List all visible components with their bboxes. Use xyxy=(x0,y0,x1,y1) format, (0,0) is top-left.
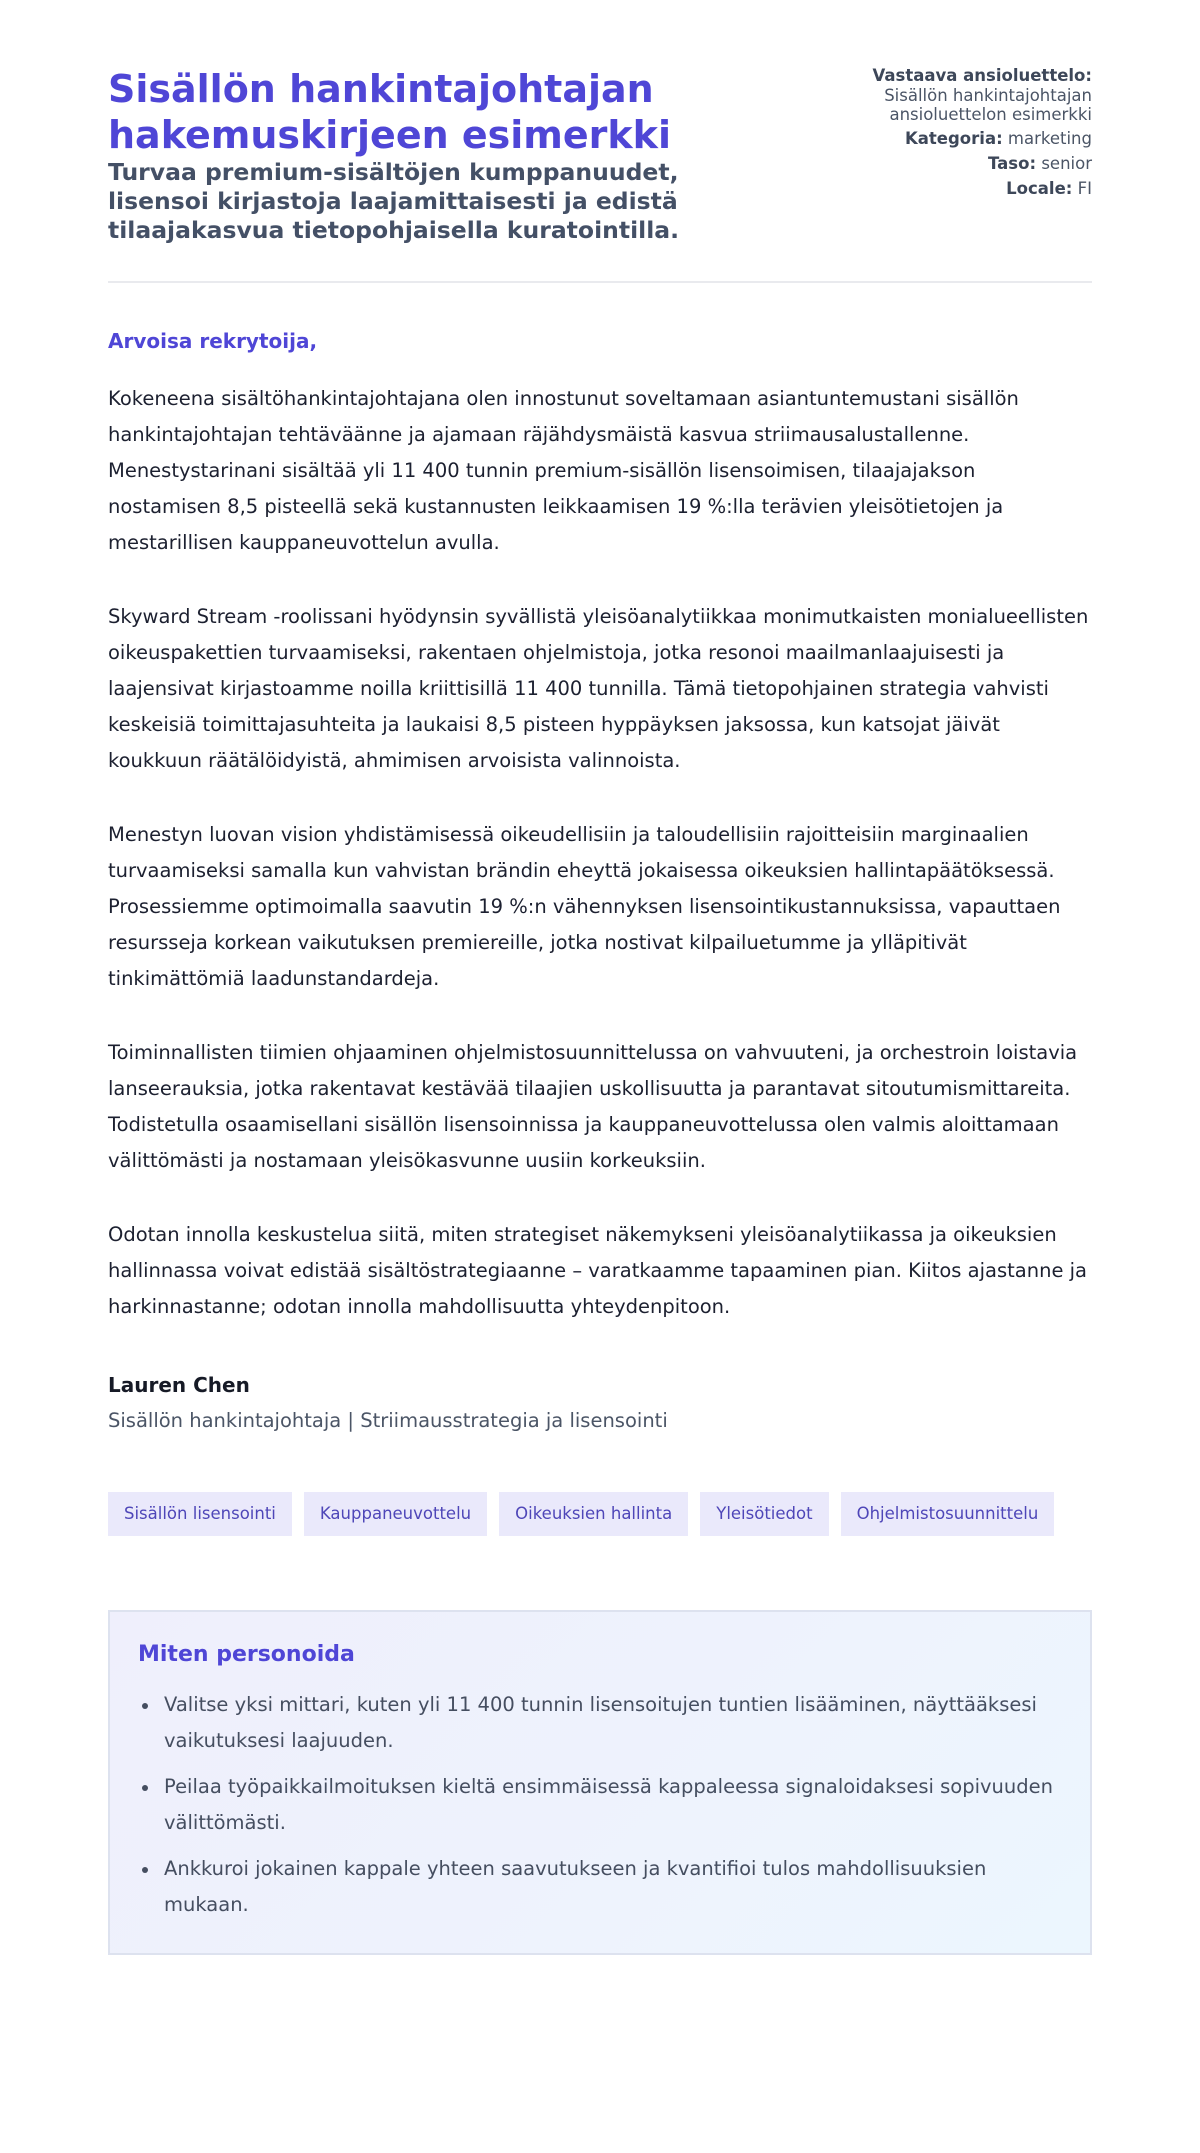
paragraph: Toiminnallisten tiimien ohjaaminen ohjelmistosuunnittelussa on vahvuuteni, ja orchestroin loistavia lanseerauksia, jotka rakentavat kestävää tilaajien uskollisuutta ja parantavat sitoutumismittareita. Todistetulla osaamisellani sisällön lisensoinnissa ja kauppaneuvottelussa olen valmis aloittamaan välittömästi ja nostamaan yleisökasvunne uusiin korkeuksiin. xyxy=(108,1041,1078,1172)
paragraph: Odotan innolla keskustelua siitä, miten strategiset näkemykseni yleisöanalytiikassa ja oikeuksien hallinnassa voivat edistää sisältöstrategiaanne – varatkaamme tapaaminen pian. Kiitos ajastanne ja harkinnastanne; odotan innolla mahdollisuutta yhteydenpitoon. xyxy=(108,1223,1088,1318)
tip-item: Valitse yksi mittari, kuten yli 11 400 tunnin lisensoitujen tuntien lisääminen, näyttääksesi vaikutuksesi laajuuden. xyxy=(138,1687,1062,1759)
meta-locale-label: Locale: xyxy=(1006,179,1073,198)
skill-tag: Kauppaneuvottelu xyxy=(304,1492,487,1536)
meta-related-value: Sisällön hankintajohtajan ansioluettelon esimerkki xyxy=(884,86,1092,124)
paragraph: Kokeneena sisältöhankintajohtajana olen innostunut soveltamaan asiantuntemustani sisällön hankintajohtajan tehtäväänne ja ajamaan räjähdysmäistä kasvua striimausalustallenne. Menestystarinani sisältää yli 11 400 tunnin premium-sisällön lisensoimisen, tilaajajakson nostamisen 8,5 pisteellä sekä kustannusten leikkaamisen 19 %:lla terävien yleisötietojen ja mestarillisen kauppaneuvottelun avulla. xyxy=(108,387,1019,554)
meta-category xyxy=(852,129,1092,149)
letter-body xyxy=(108,329,1092,1325)
meta-level xyxy=(852,154,1092,174)
meta-related-resume xyxy=(852,66,1092,124)
paragraph: Skyward Stream -roolissani hyödynsin syvällistä yleisöanalytiikkaa monimutkaisten monialueellisten oikeuspakettien turvaamiseksi, rakentaen ohjelmistoja, jotka resonoi maailmanlaajuisesti ja laajensivat kirjastoamme noilla kriittisillä 11 400 tunnilla. Tämä tietopohjainen strategia vahvisti keskeisiä toimittajasuhteita ja laukaisi 8,5 pisteen hyppäyksen jaksossa, kun katsojat jäivät koukkuun räätälöidyistä, ahmimisen arvoisista valinnoista. xyxy=(108,605,1089,772)
skill-tag: Sisällön lisensointi xyxy=(108,1492,292,1536)
meta-locale xyxy=(852,179,1092,199)
signature xyxy=(108,1373,1092,1432)
personalization-tips xyxy=(108,1610,1092,1955)
signature-name: Lauren Chen xyxy=(108,1373,250,1397)
skill-tag: Oikeuksien hallinta xyxy=(499,1492,688,1536)
signature-title: Sisällön hankintajohtaja | Striimausstrategia ja lisensointi xyxy=(108,1409,668,1432)
tips-list xyxy=(138,1687,1062,1923)
tips-title: Miten personoida xyxy=(138,1642,355,1667)
skill-tags xyxy=(108,1492,1092,1536)
header-titles xyxy=(108,64,748,245)
meta-level-label: Taso: xyxy=(988,154,1037,173)
meta-related-label: Vastaava ansioluettelo: xyxy=(872,66,1092,85)
tip-item: Peilaa työpaikkailmoituksen kieltä ensimmäisessä kappaleessa signaloidaksesi sopivuuden välittömästi. xyxy=(138,1769,1062,1841)
skill-tag: Yleisötiedot xyxy=(700,1492,828,1536)
meta-category-value: marketing xyxy=(1007,129,1092,148)
meta-info xyxy=(852,64,1092,204)
paragraph: Menestyn luovan vision yhdistämisessä oikeudellisiin ja taloudellisiin rajoitteisiin marginaalien turvaamiseksi samalla kun vahvistan brändin eheyttä jokaisessa oikeuksien hallintapäätöksessä. Prosessiemme optimoimalla saavutin 19 %:n vähennyksen lisensointikustannuksissa, vapauttaen resursseja korkean vaikutuksen premiereille, jotka nostivat kilpailuetumme ja ylläpitivät tinkimättömiä laadunstandardeja. xyxy=(108,823,1061,990)
meta-locale-value: FI xyxy=(1077,179,1092,198)
page-header xyxy=(108,64,1092,283)
letter-paragraphs xyxy=(108,381,1092,1325)
meta-category-label: Kategoria: xyxy=(905,129,1003,148)
page-subtitle: Turvaa premium-sisältöjen kumppanuudet, lisensoi kirjastoja laajamittaisesti ja edistä tilaajakasvua tietopohjaisella kuratointilla. xyxy=(108,158,680,244)
tip-item: Ankkuroi jokainen kappale yhteen saavutukseen ja kvantifioi tulos mahdollisuuksien mukaan. xyxy=(138,1851,1062,1923)
meta-level-value: senior xyxy=(1041,154,1092,173)
page-title: Sisällön hankintajohtajan hakemuskirjeen esimerkki xyxy=(108,67,671,157)
salutation: Arvoisa rekrytoija, xyxy=(108,329,318,353)
skill-tag: Ohjelmistosuunnittelu xyxy=(841,1492,1055,1536)
